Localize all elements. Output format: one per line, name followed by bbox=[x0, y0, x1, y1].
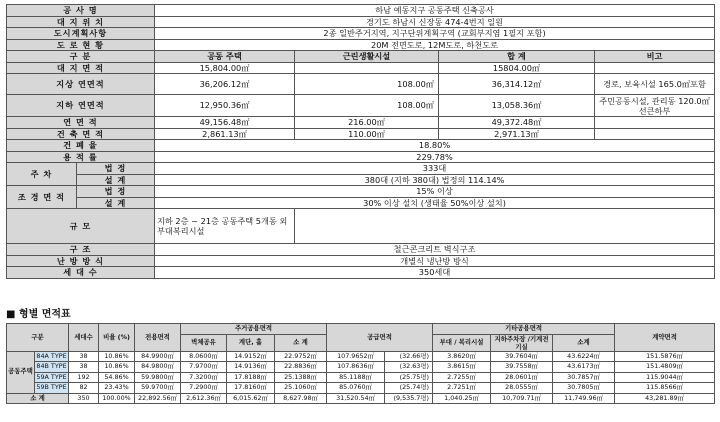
th-category: 구분 bbox=[7, 324, 69, 352]
value-site-area-remarks bbox=[595, 62, 715, 74]
cell-supply-py: (32.63평) bbox=[385, 362, 433, 373]
th-other-subtotal: 소계 bbox=[553, 334, 615, 351]
value-above-ground-total: 36,314.12㎡ bbox=[439, 74, 595, 95]
value-above-ground-remarks: 경로, 보육시설 165.0㎡포함 bbox=[595, 74, 715, 95]
type-label: 59B TYPE bbox=[36, 383, 67, 391]
cell-parking: 28.0601㎡ bbox=[491, 372, 553, 383]
total-wall: 2,612.36㎡ bbox=[181, 393, 227, 404]
row-road bbox=[7, 39, 715, 51]
th-stair-hall: 계단, 홀 bbox=[227, 334, 275, 351]
header-row-1 bbox=[7, 324, 715, 335]
cell-supply: 85.1188㎡ bbox=[327, 372, 385, 383]
row-scale bbox=[7, 209, 715, 244]
value-gross-remarks bbox=[595, 117, 715, 129]
cell-ratio: 54.86% bbox=[99, 372, 135, 383]
th-other-common: 기타공용면적 bbox=[433, 324, 615, 335]
value-underground-neighborhood: 108.00㎡ bbox=[295, 95, 439, 117]
th-contract: 계약면적 bbox=[615, 324, 715, 352]
row-above-ground-area bbox=[7, 74, 715, 95]
table-row bbox=[7, 383, 715, 394]
value-building-remarks bbox=[595, 128, 715, 140]
cell-wall: 7.2900㎡ bbox=[181, 383, 227, 394]
th-annex: 부대 / 복리시설 bbox=[433, 334, 491, 351]
cell-units: 82 bbox=[69, 383, 99, 394]
label-scale: 규 모 bbox=[7, 209, 155, 244]
row-underground-area bbox=[7, 95, 715, 117]
value-building-apartment: 2,861.13㎡ bbox=[155, 128, 295, 140]
cell-stair: 14.9136㎡ bbox=[227, 362, 275, 373]
label-parking-design: 설 계 bbox=[77, 174, 155, 186]
value-structure: 철근콘크리트 벽식구조 bbox=[155, 244, 715, 256]
row-landscape-design bbox=[7, 197, 715, 209]
value-landscape-legal: 15% 이상 bbox=[155, 186, 715, 198]
value-underground-total: 13,058.36㎡ bbox=[439, 95, 595, 117]
value-above-ground-neighborhood: 108.00㎡ bbox=[295, 74, 439, 95]
label-heating: 난 방 방 식 bbox=[7, 255, 155, 267]
value-site-area-total: 15804.00㎡ bbox=[439, 62, 595, 74]
cell-supply: 107.9652㎡ bbox=[327, 351, 385, 362]
value-coverage-ratio: 18.80% bbox=[155, 140, 715, 152]
label-parking: 주 차 bbox=[7, 163, 77, 186]
label-landscape: 조 경 면 적 bbox=[7, 186, 77, 209]
header-category: 구 분 bbox=[7, 51, 155, 63]
value-scale-blank bbox=[295, 209, 715, 244]
cell-subtotal: 25.1388㎡ bbox=[275, 372, 327, 383]
label-gross-floor-area: 연 면 적 bbox=[7, 117, 155, 129]
cell-stair: 17.8188㎡ bbox=[227, 372, 275, 383]
cell-supply: 107.8636㎡ bbox=[327, 362, 385, 373]
cell-exclusive: 84.9900㎡ bbox=[135, 351, 181, 362]
cell-annex: 2.7255㎡ bbox=[433, 372, 491, 383]
label-building-area: 건 축 면 적 bbox=[7, 128, 155, 140]
label-project-name: 공 사 명 bbox=[7, 5, 155, 17]
total-row bbox=[7, 393, 715, 404]
header-remarks: 비고 bbox=[595, 51, 715, 63]
cell-units: 38 bbox=[69, 362, 99, 373]
total-parking: 10,709.71㎡ bbox=[491, 393, 553, 404]
total-contract: 43,281.89㎡ bbox=[615, 393, 715, 404]
label-road: 도 로 현 황 bbox=[7, 39, 155, 51]
cell-supply-py: (32.66평) bbox=[385, 351, 433, 362]
cell-stair: 14.9152㎡ bbox=[227, 351, 275, 362]
cell-supply: 85.0760㎡ bbox=[327, 383, 385, 394]
row-site-location bbox=[7, 16, 715, 28]
cell-wall: 7.3200㎡ bbox=[181, 372, 227, 383]
row-column-headers bbox=[7, 51, 715, 63]
label-site-location: 대 지 위 치 bbox=[7, 16, 155, 28]
cell-supply-py: (25.74평) bbox=[385, 383, 433, 394]
label-floor-area-ratio: 용 적 률 bbox=[7, 151, 155, 163]
th-underground-parking: 지하주차장 /기계전기실 bbox=[491, 334, 553, 351]
cell-parking: 39.7604㎡ bbox=[491, 351, 553, 362]
value-road: 20M 전면도로, 12M도로, 하천도로 bbox=[155, 39, 715, 51]
label-zoning: 도시계획사항 bbox=[7, 28, 155, 40]
value-building-neighborhood: 110.00㎡ bbox=[295, 128, 439, 140]
cell-exclusive: 59.9800㎡ bbox=[135, 372, 181, 383]
th-residential-common: 주거공용면적 bbox=[181, 324, 327, 335]
cell-exclusive: 84.9800㎡ bbox=[135, 362, 181, 373]
cell-parking: 39.7558㎡ bbox=[491, 362, 553, 373]
total-subtotal: 8,627.98㎡ bbox=[275, 393, 327, 404]
value-scale: 지하 2층 ~ 21층 공동주택 5개동 외 부대복리시설 bbox=[155, 209, 295, 244]
cell-contract: 115.8566㎡ bbox=[615, 383, 715, 394]
value-floor-area-ratio: 229.78% bbox=[155, 151, 715, 163]
row-project-name bbox=[7, 5, 715, 17]
total-stair: 6,015.62㎡ bbox=[227, 393, 275, 404]
type-label: 84B TYPE bbox=[36, 362, 67, 370]
value-site-area-apartment: 15,804.00㎡ bbox=[155, 62, 295, 74]
value-parking-design: 380대 (지하 380대) 법정의 114.14% bbox=[155, 174, 715, 186]
group-label: 공동주택 bbox=[7, 351, 35, 393]
row-structure bbox=[7, 244, 715, 256]
row-gross-floor-area bbox=[7, 117, 715, 129]
total-exclusive: 22,892.56㎡ bbox=[135, 393, 181, 404]
label-landscape-legal: 법 정 bbox=[77, 186, 155, 198]
value-parking-legal: 333대 bbox=[155, 163, 715, 175]
cell-stair: 17.8160㎡ bbox=[227, 383, 275, 394]
th-units: 세대수 bbox=[69, 324, 99, 352]
cell-wall: 7.9700㎡ bbox=[181, 362, 227, 373]
value-site-area-neighborhood bbox=[295, 62, 439, 74]
value-underground-remarks: 주민공동시설, 관리동 120.0㎡ 선큰하부 bbox=[595, 95, 715, 117]
label-site-area: 대 지 면 적 bbox=[7, 62, 155, 74]
label-above-ground-area: 지상 연면적 bbox=[7, 74, 155, 95]
row-zoning bbox=[7, 28, 715, 40]
total-other-subtotal: 11,749.96㎡ bbox=[553, 393, 615, 404]
label-landscape-design: 설 계 bbox=[77, 197, 155, 209]
th-supply: 공급면적 bbox=[327, 324, 433, 352]
cell-ratio: 10.86% bbox=[99, 362, 135, 373]
value-above-ground-apartment: 36,206.12㎡ bbox=[155, 74, 295, 95]
header-total: 합 계 bbox=[439, 51, 595, 63]
value-landscape-design: 30% 이상 설치 (생태율 50%이상 설치) bbox=[155, 197, 715, 209]
table-row bbox=[7, 351, 715, 362]
label-households: 세 대 수 bbox=[7, 267, 155, 279]
cell-units: 38 bbox=[69, 351, 99, 362]
label-structure: 구 조 bbox=[7, 244, 155, 256]
total-supply-py: (9,535.7평) bbox=[385, 393, 433, 404]
label-underground-area: 지하 연면적 bbox=[7, 95, 155, 117]
value-gross-neighborhood: 216.00㎡ bbox=[295, 117, 439, 129]
total-label: 소 계 bbox=[7, 393, 69, 404]
cell-other-subtotal: 30.7805㎡ bbox=[553, 383, 615, 394]
cell-ratio: 10.86% bbox=[99, 351, 135, 362]
row-coverage-ratio bbox=[7, 140, 715, 152]
th-ratio: 비율 (%) bbox=[99, 324, 135, 352]
header-neighborhood: 근린생활시설 bbox=[295, 51, 439, 63]
cell-annex: 3.8620㎡ bbox=[433, 351, 491, 362]
type-label: 84A TYPE bbox=[36, 351, 67, 360]
th-exclusive: 전용면적 bbox=[135, 324, 181, 352]
project-overview-table bbox=[6, 4, 715, 279]
total-units: 350 bbox=[69, 393, 99, 404]
cell-ratio: 23.43% bbox=[99, 383, 135, 394]
cell-contract: 151.4809㎡ bbox=[615, 362, 715, 373]
row-site-area bbox=[7, 62, 715, 74]
cell-annex: 2.7251㎡ bbox=[433, 383, 491, 394]
cell-wall: 8.0600㎡ bbox=[181, 351, 227, 362]
value-zoning: 2종 일반주거지역, 지구단위계획구역 (교회부지염 1필지 포함) bbox=[155, 28, 715, 40]
value-gross-total: 49,372.48㎡ bbox=[439, 117, 595, 129]
section-title: ■ 형별 면적표 bbox=[6, 309, 71, 320]
cell-other-subtotal: 30.7857㎡ bbox=[553, 372, 615, 383]
row-building-area bbox=[7, 128, 715, 140]
cell-subtotal: 25.1060㎡ bbox=[275, 383, 327, 394]
cell-subtotal: 22.9752㎡ bbox=[275, 351, 327, 362]
value-heating: 개별식 냉난방 방식 bbox=[155, 255, 715, 267]
row-heating bbox=[7, 255, 715, 267]
cell-subtotal: 22.8836㎡ bbox=[275, 362, 327, 373]
value-site-location: 경기도 하남시 신장동 474-4번지 일원 bbox=[155, 16, 715, 28]
table-row bbox=[7, 362, 715, 373]
row-parking-legal bbox=[7, 163, 715, 175]
type-label: 59A TYPE bbox=[36, 372, 67, 381]
cell-other-subtotal: 43.6224㎡ bbox=[553, 351, 615, 362]
header-apartment: 공동 주택 bbox=[155, 51, 295, 63]
row-households bbox=[7, 267, 715, 279]
value-project-name: 하남 예동지구 공동주택 신축공사 bbox=[155, 5, 715, 17]
row-parking-design bbox=[7, 174, 715, 186]
cell-parking: 28.0555㎡ bbox=[491, 383, 553, 394]
th-wall-common: 벽체공유 bbox=[181, 334, 227, 351]
label-parking-legal: 법 정 bbox=[77, 163, 155, 175]
total-supply: 31,520.54㎡ bbox=[327, 393, 385, 404]
cell-contract: 115.9044㎡ bbox=[615, 372, 715, 383]
total-ratio: 100.00% bbox=[99, 393, 135, 404]
table-row bbox=[7, 372, 715, 383]
value-gross-apartment: 49,156.48㎡ bbox=[155, 117, 295, 129]
label-coverage-ratio: 건 폐 율 bbox=[7, 140, 155, 152]
row-landscape-legal bbox=[7, 186, 715, 198]
value-households: 350세대 bbox=[155, 267, 715, 279]
cell-annex: 3.8615㎡ bbox=[433, 362, 491, 373]
th-subtotal: 소 계 bbox=[275, 334, 327, 351]
cell-exclusive: 59.9700㎡ bbox=[135, 383, 181, 394]
row-floor-area-ratio bbox=[7, 151, 715, 163]
area-by-type-table bbox=[6, 323, 715, 404]
cell-other-subtotal: 43.6173㎡ bbox=[553, 362, 615, 373]
total-annex: 1,040.25㎡ bbox=[433, 393, 491, 404]
cell-units: 192 bbox=[69, 372, 99, 383]
cell-contract: 151.5876㎡ bbox=[615, 351, 715, 362]
value-building-total: 2,971.13㎡ bbox=[439, 128, 595, 140]
value-underground-apartment: 12,950.36㎡ bbox=[155, 95, 295, 117]
cell-supply-py: (25.75평) bbox=[385, 372, 433, 383]
